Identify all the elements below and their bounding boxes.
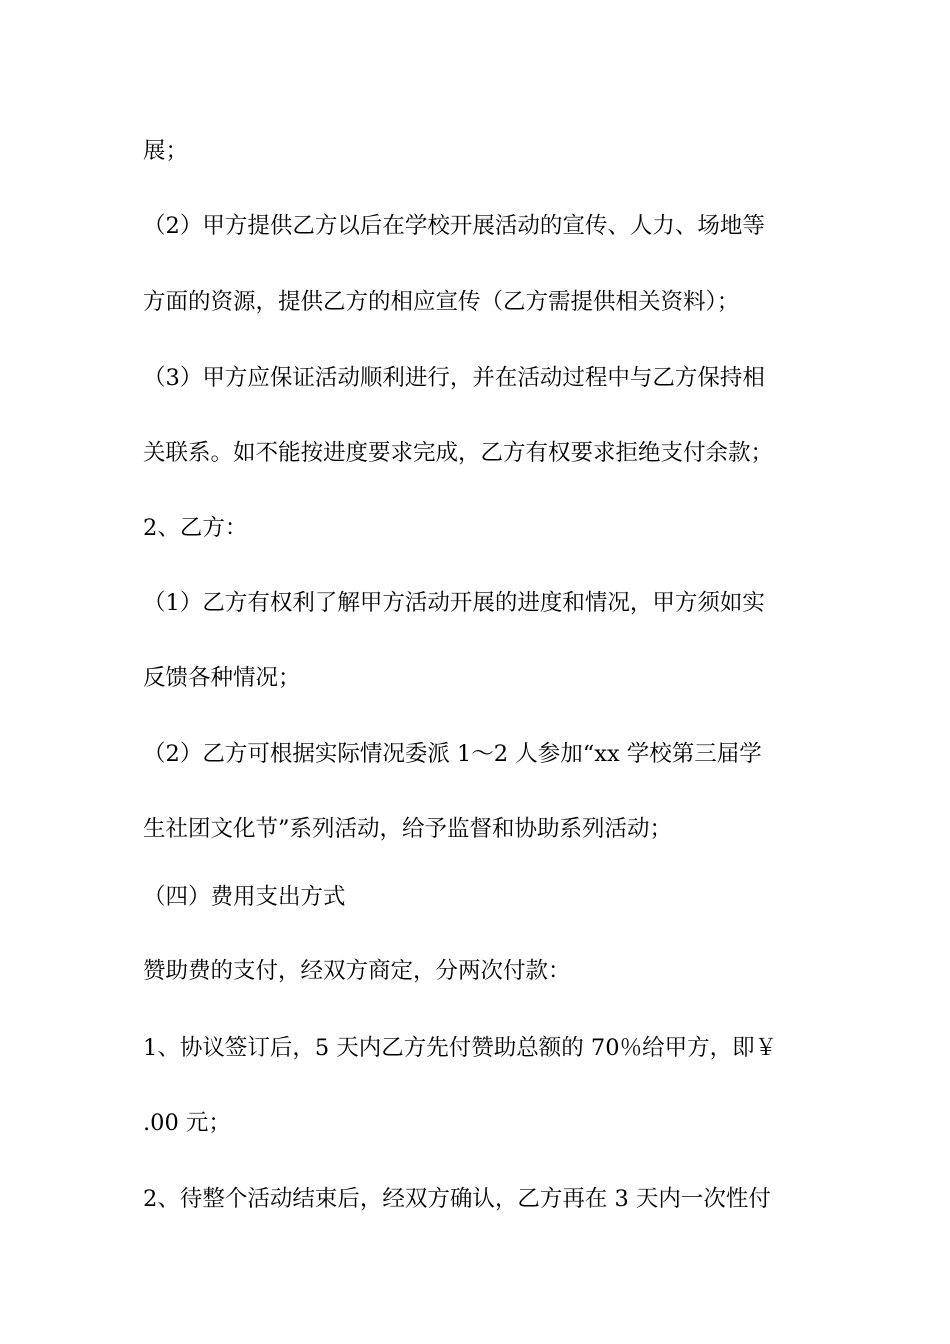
text-line: 赞助费的支付，经双方商定，分两次付款：	[143, 958, 571, 984]
text-line: （1）乙方有权利了解甲方活动开展的进度和情况，甲方须如实	[143, 590, 765, 616]
text-line: 关联系。如不能按进度要求完成，乙方有权要求拒绝支付余款；	[143, 440, 774, 466]
text-line: （3）甲方应保证活动顺利进行，并在活动过程中与乙方保持相	[143, 365, 765, 391]
section-heading: 2、乙方：	[143, 515, 248, 541]
section-heading: （四）费用支出方式	[143, 884, 346, 910]
text-line: 生社团文化节”系列活动，给予监督和协助系列活动；	[143, 816, 673, 842]
text-line: 方面的资源，提供乙方的相应宣传（乙方需提供相关资料）；	[143, 289, 740, 315]
text-line: .00 元；	[143, 1110, 231, 1136]
text-line: （2）甲方提供乙方以后在学校开展活动的宣传、人力、场地等	[143, 213, 765, 239]
text-line: 反馈各种情况；	[143, 665, 301, 691]
text-line: 2、待整个活动结束后，经双方确认，乙方再在 3 天内一次性付	[143, 1186, 771, 1212]
text-line: 1、协议签订后，5 天内乙方先付赞助总额的 70％给甲方，即￥	[143, 1035, 778, 1061]
text-line: （2）乙方可根据实际情况委派 1～2 人参加“xx 学校第三届学	[143, 741, 762, 767]
text-line: 展；	[143, 138, 189, 164]
